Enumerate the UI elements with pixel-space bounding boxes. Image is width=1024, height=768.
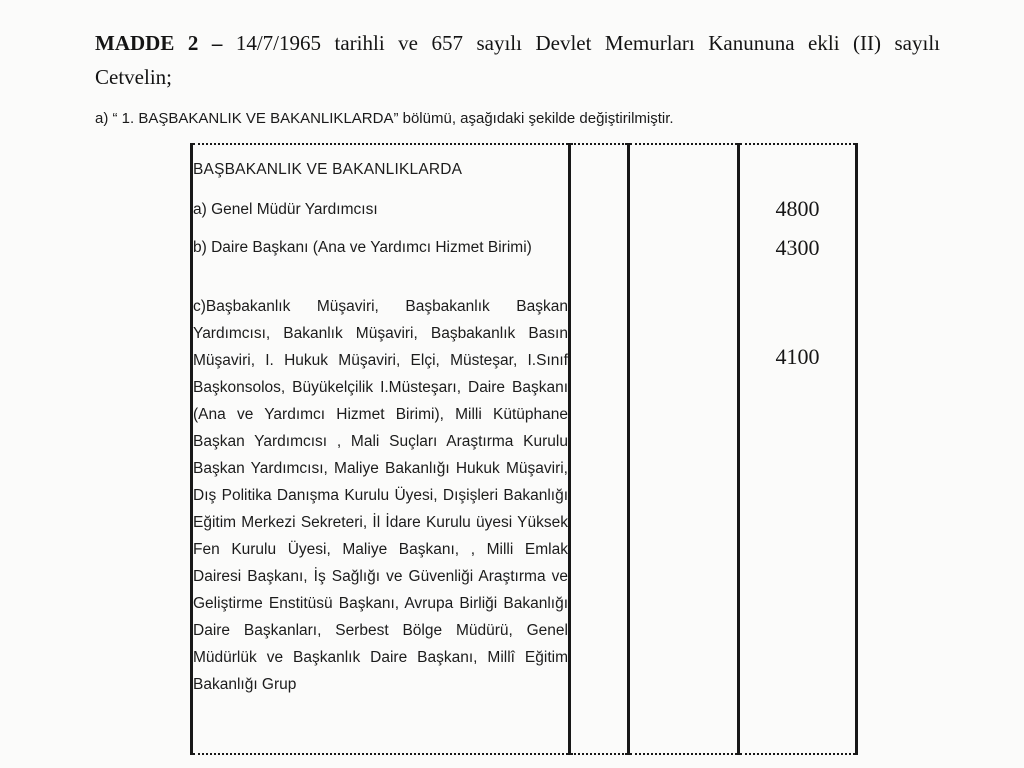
empty-cell — [739, 144, 857, 194]
position-label: b) Daire Başkanı (Ana ve Yardımcı Hizmet Birimi) — [193, 239, 532, 256]
indicator-value: 4800 — [739, 194, 857, 232]
document-page — [0, 26, 1024, 768]
indicator-value: 4300 — [739, 232, 857, 289]
table-section-title: BAŞBAKANLIK VE BAKANLIKLARDA — [193, 161, 463, 178]
empty-cell — [570, 144, 629, 194]
clause-a-intro: a) “ 1. BAŞBAKANLIK VE BAKANLIKLARDA” bölümü, aşağıdaki şekilde değiştirilmiştir. — [95, 110, 674, 127]
empty-cell — [570, 289, 629, 754]
indicator-value: 4100 — [739, 289, 857, 754]
table-header-row — [192, 144, 857, 194]
empty-cell — [570, 232, 629, 289]
article-heading — [95, 26, 940, 94]
empty-cell — [570, 194, 629, 232]
article-number-label: MADDE 2 – — [95, 31, 223, 55]
empty-cell — [629, 232, 739, 289]
article-heading-text: 14/7/1965 tarihli ve 657 sayılı Devlet Memurları Kanununa ekli (II) sayılı — [235, 31, 941, 55]
position-label: a) Genel Müdür Yardımcısı — [193, 201, 378, 218]
table-row — [192, 232, 857, 289]
schedule-table-wrapper — [190, 143, 1024, 755]
position-label: c)Başbakanlık Müşaviri, Başbakanlık Başkan Yardımcısı, Bakanlık Müşaviri, Başbakanlık Basın Müşaviri, I. Hukuk Müşaviri, Elçi, Müsteşar, I.Sınıf Başkonsolos, Büyükelçilik I.Müsteşarı, Daire Başkanı (Ana ve Yardımcı Hizmet Birimi), Milli Kütüphane Başkan Yardımcısı , Mali Suçları Araştırma Kurulu Başkan Yardımcısı, Maliye Bakanlığı Hukuk Müşaviri, Dış Politika Danışma Kurulu Üyesi, Dışişleri Bakanlığı Eğitim Merkezi Sekreteri, İl İdare Kurulu üyesi Yüksek Fen Kurulu Üyesi, Maliye Başkanı, , Milli Emlak Dairesi Başkanı, İş Sağlığı ve Güvenliği Araştırma ve Geliştirme Enstitüsü Başkanı, Avrupa Birliği Bakanlığı Daire Başkanları, Serbest Bölge Müdürü, Genel Müdürlük ve Başkanlık Daire Başkanı, Millî Eğitim Bakanlığı Grup — [193, 298, 568, 693]
empty-cell — [629, 194, 739, 232]
table-row — [192, 194, 857, 232]
article-heading-line1 — [95, 26, 940, 60]
table-row — [192, 289, 857, 754]
empty-cell — [629, 289, 739, 754]
position-label-cell — [192, 289, 570, 754]
article-heading-line2: Cetvelin; — [95, 65, 172, 89]
schedule-table — [190, 143, 858, 755]
empty-cell — [629, 144, 739, 194]
